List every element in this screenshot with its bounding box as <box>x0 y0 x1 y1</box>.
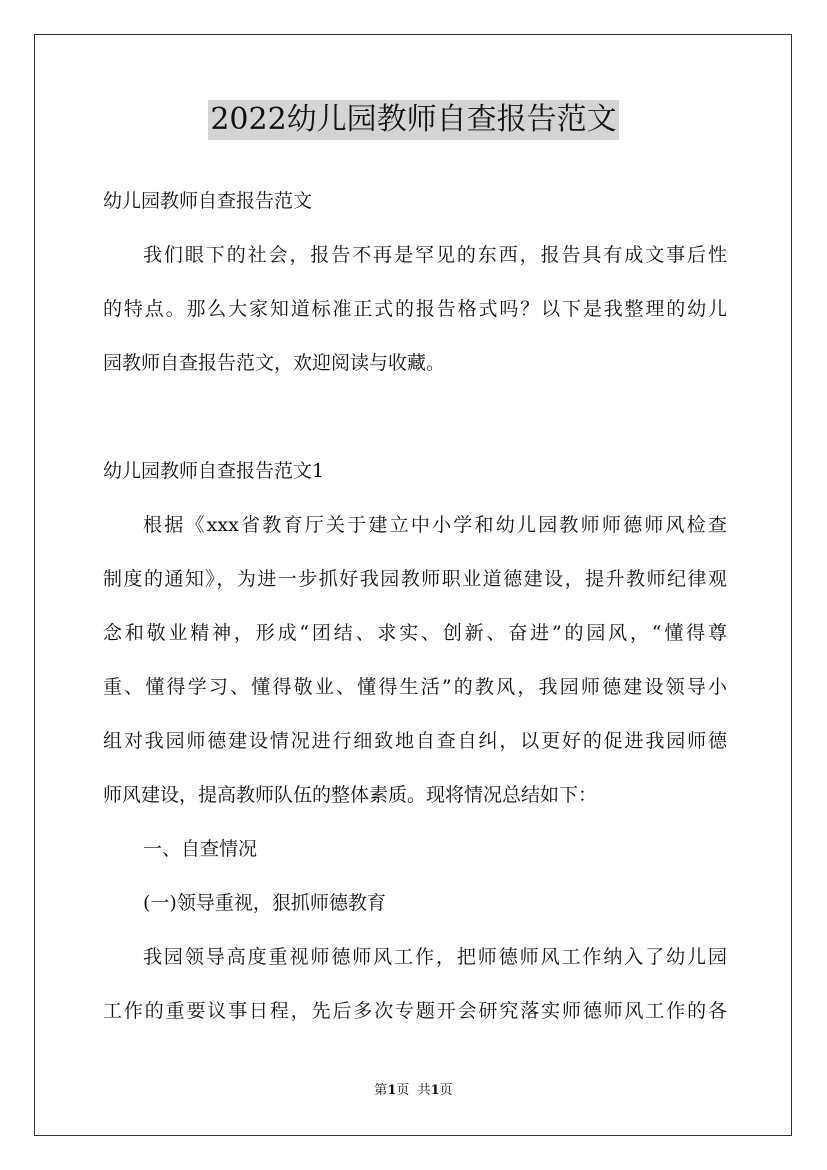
paragraph-line: 重、懂得学习、懂得敬业、懂得生活”的教风，我园师德建设领导小 <box>103 676 727 698</box>
intro-paragraph <box>103 228 727 390</box>
section-paragraph <box>103 498 727 822</box>
footer-middle: 页 共 <box>396 1083 431 1098</box>
last-paragraph <box>103 930 727 1038</box>
document-body <box>103 174 727 1038</box>
page-footer <box>0 1082 827 1100</box>
heading-level-1: 一、自查情况 <box>143 838 258 860</box>
paragraph-line: 念和敬业精神，形成“团结、求实、创新、奋进”的园风，“懂得尊 <box>103 622 727 644</box>
paragraph-line: 组对我园师德建设情况进行细致地自查自纠，以更好的促进我园师德 <box>103 730 727 752</box>
paragraph-line: 我园领导高度重视师德师风工作，把师德师风工作纳入了幼儿园 <box>143 946 727 968</box>
paragraph-line: 师风建设，提高教师队伍的整体素质。现将情况总结如下： <box>103 784 598 806</box>
footer-page-number: 1 <box>387 1083 397 1098</box>
footer-suffix: 页 <box>439 1083 453 1098</box>
document-subtitle: 幼儿园教师自查报告范文 <box>103 190 313 212</box>
footer-total-pages: 1 <box>430 1083 440 1098</box>
title-container <box>0 100 827 140</box>
footer-prefix: 第 <box>374 1083 388 1098</box>
section-title: 幼儿园教师自查报告范文1 <box>103 460 325 482</box>
paragraph-line: 制度的通知》，为进一步抓好我园教师职业道德建设，提升教师纪律观 <box>103 568 727 590</box>
heading-level-2: (一)领导重视，狠抓师德教育 <box>143 892 386 914</box>
intro-line: 园教师自查报告范文，欢迎阅读与收藏。 <box>103 352 446 374</box>
intro-line: 的特点。那么大家知道标准正式的报告格式吗？以下是我整理的幼儿 <box>103 298 727 320</box>
paragraph-line: 根据《xxx省教育厅关于建立中小学和幼儿园教师师德师风检查 <box>143 514 727 536</box>
paragraph-line: 工作的重要议事日程，先后多次专题开会研究落实师德师风工作的各 <box>103 1000 727 1022</box>
blank-line <box>103 390 727 444</box>
document-title: 2022幼儿园教师自查报告范文 <box>208 100 618 140</box>
intro-line: 我们眼下的社会，报告不再是罕见的东西，报告具有成文事后性 <box>143 244 727 266</box>
